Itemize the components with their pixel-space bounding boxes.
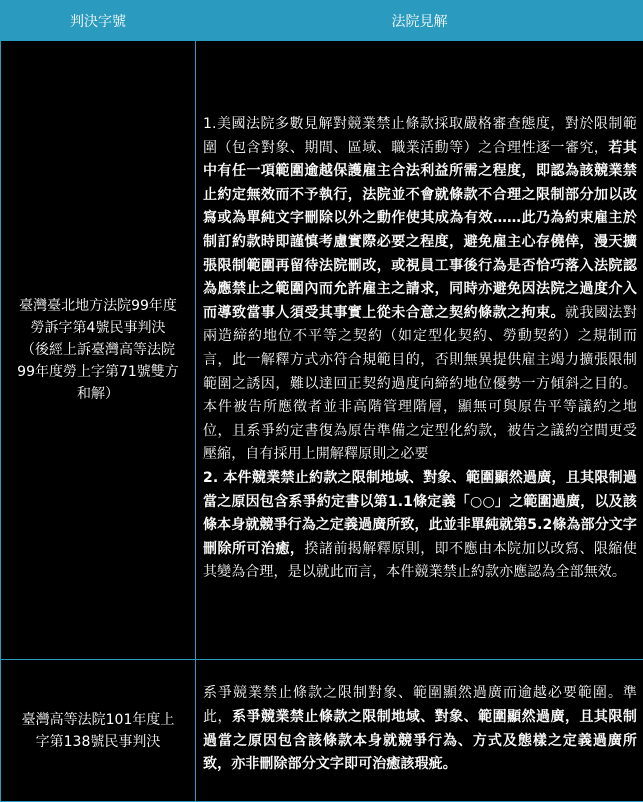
opinion-text-bold: 2. 本件競業禁止約款之限制地域、對象、範圍顯然過廣，且其限制過當之原因包含系爭約定書以第1.1條定義「○○」之範圍過廣，以及該條本身就競爭行為之定義過廣所致，此並非單純就第5.2條為部分文字刪除所可治癒， — [203, 470, 637, 557]
header-court-opinion: 法院見解 — [196, 1, 643, 41]
case-number-cell — [1, 41, 196, 660]
case-number-line: 臺灣高等法院101年度上 — [7, 709, 189, 731]
opinion-paragraph — [203, 467, 637, 585]
case-number-line: 字第138號民事判決 — [7, 731, 189, 753]
opinion-text-bold: 若其中有任一項範圍逾越保護雇主合法利益所需之程度，即認為該競業禁止約定無效而不予執行，法院並不會就條款不合理之限制部分加以改寫或為單純文字刪除以外之動作使其成為有效……此乃為約束雇主於制訂約款時即謹慎考慮實際必要之程度，避免雇主心存僥倖，漫天擴張限制範圍再留待法院刪改，或視員工事後行為是否恰巧落入法院認為應禁止之範圍內而允許雇主之請求，同時亦避免因法院之過度介入而導致當事人須受其事實上從未合意之契約條款之拘束。 — [203, 140, 637, 321]
opinion-text-bold: 系爭競業禁止條款之限制地域、對象、範圍顯然過廣，且其限制過當之原因包含該條款本身就競爭行為、方式及態樣之定義過廣所致，亦非刪除部分文字即可治癒該瑕疵。 — [203, 709, 637, 772]
header-case-number: 判決字號 — [1, 1, 196, 41]
opinion-text: 1.美國法院多數見解對競業禁止條款採取嚴格審查態度，對於限制範圍（包含對象、期間、區域、職業活動等）之合理性逐一審究， — [203, 116, 637, 156]
case-number-cell — [1, 660, 196, 802]
opinion-text: 揆諸前揭解釋原則，即不應由本院加以改寫、限縮使其變為合理，是以就此而言，本件競業禁止約款亦應認為全部無效。 — [203, 541, 637, 581]
opinion-text: 系爭競業禁止條款之限制對象、範圍顯然過廣而逾越必要範圍。準此， — [203, 685, 637, 725]
opinion-text: 就我國法對兩造締約地位不平等之契約（如定型化契約、勞動契約）之規制而言，此一解釋方式亦符合規範目的，否則無異提供雇主竭力擴張限制範圍之誘因，難以達回正契約過度向締約地位優勢一方傾斜之目的。本件被告所應徵者並非高階管理階層，顯無可與原告平等議約之地位，且系爭約定書復為原告準備之定型化約款，被告之議約空間更受壓縮，自有採用上開解釋原則之必要 — [203, 305, 637, 463]
case-number-line: 99年度勞上字第71號雙方 — [7, 361, 189, 383]
case-number-line: 和解） — [7, 383, 189, 405]
case-number-line: （後經上訴臺灣高等法院 — [7, 339, 189, 361]
header-row — [1, 1, 643, 41]
court-opinion-cell — [196, 41, 643, 660]
case-number-line: 勞訴字第4號民事判決 — [7, 317, 189, 339]
court-opinion-cell — [196, 660, 643, 802]
case-number-line: 臺灣臺北地方法院99年度 — [7, 295, 189, 317]
opinion-paragraph — [203, 113, 637, 467]
opinion-paragraph — [203, 682, 637, 776]
table-row — [1, 41, 643, 660]
table-row — [1, 660, 643, 802]
